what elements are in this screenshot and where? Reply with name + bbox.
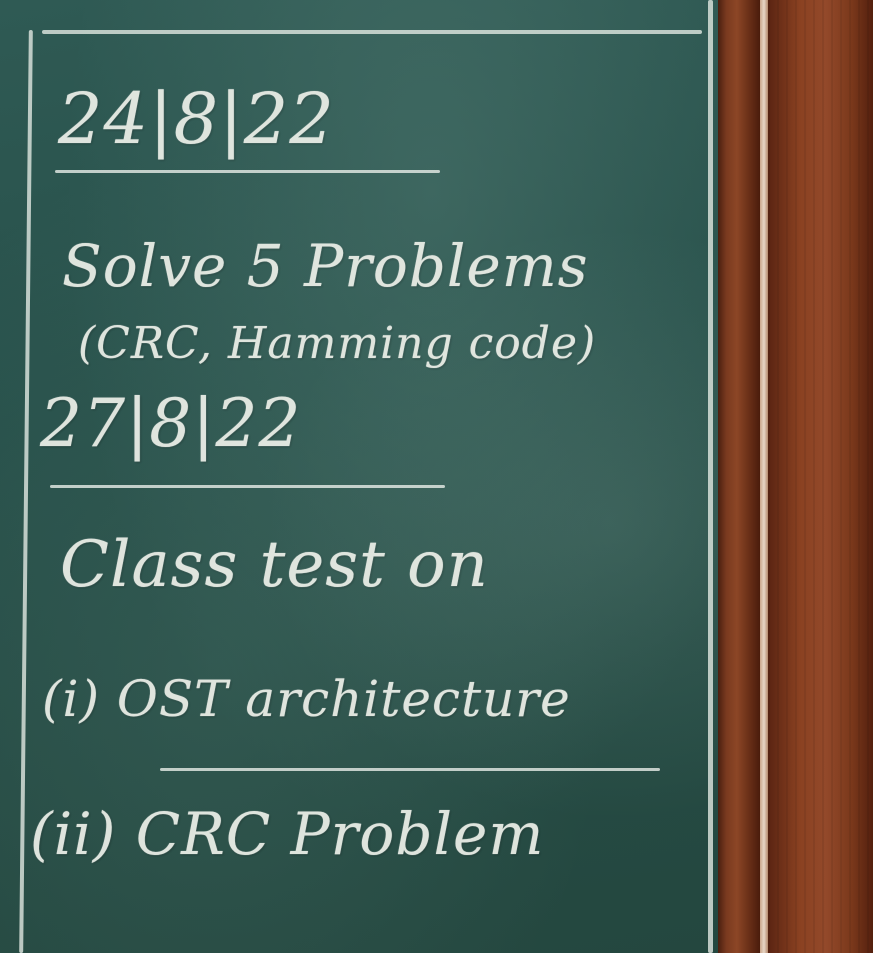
wood-frame-inner	[718, 0, 760, 953]
board-right-border	[708, 0, 713, 953]
date-second-underline	[50, 485, 445, 488]
wood-frame-post	[768, 0, 873, 953]
test-item-1: (i) OST architecture	[42, 670, 571, 728]
task-detail: (CRC, Hamming code)	[78, 318, 597, 369]
test-item-2: (ii) CRC Problem	[30, 800, 545, 868]
board-top-border	[42, 30, 702, 34]
wood-frame-edge	[760, 0, 768, 953]
date-first-underline	[55, 170, 440, 173]
date-first: 24|8|22	[58, 78, 335, 160]
class-test-heading: Class test on	[60, 528, 489, 602]
test-item-1-underline	[160, 768, 660, 771]
task-line: Solve 5 Problems	[62, 232, 589, 300]
date-second: 27|8|22	[40, 385, 302, 462]
